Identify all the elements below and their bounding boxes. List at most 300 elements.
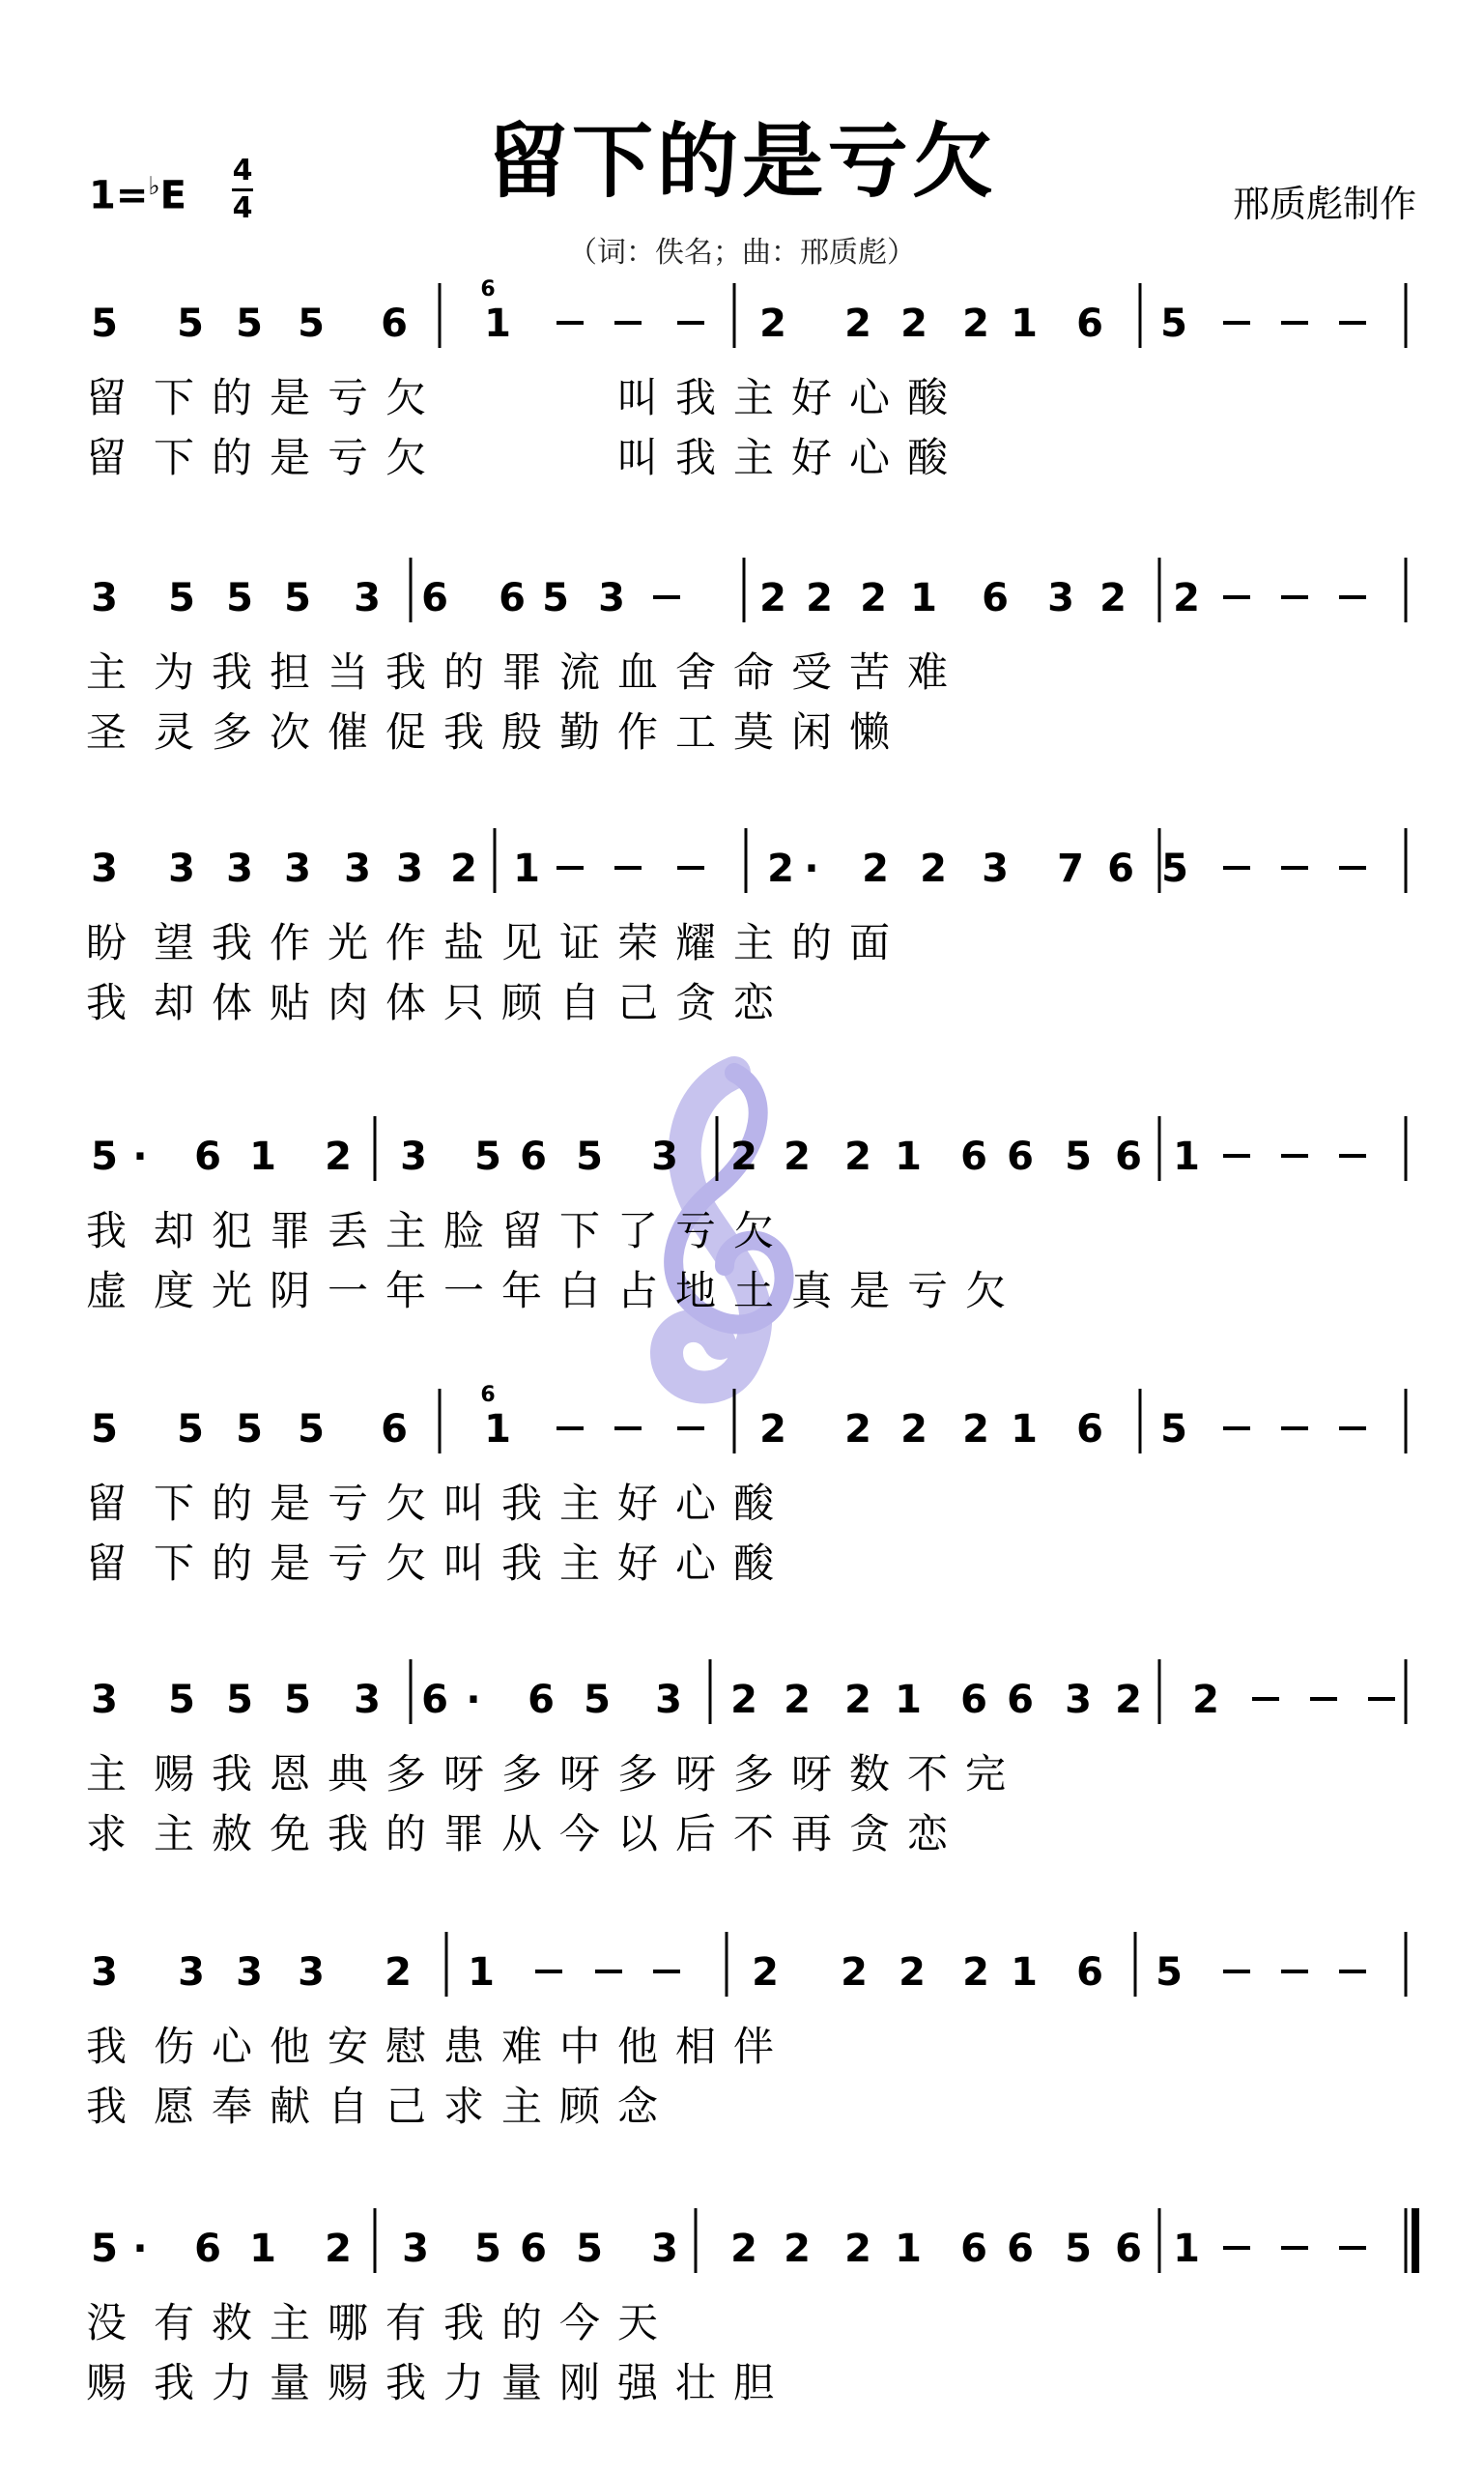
- lyric-char: 量: [269, 2359, 311, 2406]
- lyric-char: 我: [85, 2083, 128, 2130]
- lyric-char: 叫: [442, 1539, 485, 1587]
- lyric-char: 好: [616, 1539, 659, 1587]
- note: 3: [178, 1950, 205, 1995]
- lyric-char: 多: [616, 1750, 659, 1798]
- note: 1: [249, 2227, 276, 2271]
- lyric-char: 不: [732, 1810, 775, 1857]
- lyric-char: 为: [153, 648, 195, 696]
- note: 1: [1011, 302, 1038, 346]
- lyric-char: 欠: [732, 1207, 775, 1254]
- lyric-char: 胆: [732, 2359, 775, 2406]
- lyric-char: 的: [790, 919, 833, 966]
- note: 2: [920, 847, 947, 891]
- lyric-char: 欠: [385, 1539, 427, 1587]
- lyric-char: 下: [558, 1207, 601, 1254]
- lyric-char: 一: [442, 1267, 485, 1314]
- score-subtitle: （词：佚名；曲：邢质彪）: [568, 236, 916, 270]
- lyric-char: 勤: [558, 708, 601, 756]
- lyric-char: 我: [385, 648, 427, 696]
- lyric-char: 天: [616, 2299, 659, 2346]
- lyric-char: 见: [500, 919, 543, 966]
- lyric-char: 赐: [327, 2359, 369, 2406]
- note: ·: [466, 1678, 481, 1722]
- lyric-char: 奉: [211, 2083, 253, 2130]
- lyric-char: 受: [790, 648, 833, 696]
- lyric-char: 血: [616, 648, 659, 696]
- note: 3: [284, 847, 311, 891]
- note: 6: [960, 2227, 987, 2271]
- lyric-char: 促: [385, 708, 427, 756]
- lyric-char: 亏: [327, 374, 369, 421]
- note: 5: [1160, 302, 1187, 346]
- lyric-char: 欠: [385, 374, 427, 421]
- note: 3: [400, 1135, 427, 1179]
- lyric-char: 的: [500, 2299, 543, 2346]
- lyric-char: 有: [153, 2299, 195, 2346]
- lyric-char: 懒: [848, 708, 891, 756]
- lyric-char: 次: [269, 708, 311, 756]
- lyric-char: 下: [153, 434, 195, 481]
- note: 1: [895, 1135, 922, 1179]
- lyric-char: 留: [85, 1539, 128, 1587]
- note: 1: [249, 1135, 276, 1179]
- note: ·: [804, 847, 819, 891]
- lyric-char: 地: [674, 1267, 717, 1314]
- note: 6: [381, 302, 408, 346]
- lyric-char: 的: [211, 434, 253, 481]
- note: 2: [1099, 576, 1127, 620]
- lyric-char: 相: [674, 2023, 717, 2070]
- lyric-char: 欠: [385, 1480, 427, 1527]
- note: 5: [91, 2227, 118, 2271]
- lyric-char: 我: [153, 2359, 195, 2406]
- note: 6: [520, 2227, 547, 2271]
- note: 1: [895, 2227, 922, 2271]
- note: 6: [1107, 847, 1134, 891]
- lyric-char: 力: [211, 2359, 253, 2406]
- note: 6: [1115, 2227, 1142, 2271]
- lyric-char: 伤: [153, 2023, 195, 2070]
- lyric-char: 哪: [327, 2299, 369, 2346]
- note: 5: [576, 1135, 603, 1179]
- note: 3: [298, 1950, 325, 1995]
- lyric-char: 肉: [327, 979, 369, 1026]
- lyric-char: 赦: [211, 1810, 253, 1857]
- lyric-char: 叫: [442, 1480, 485, 1527]
- note: 2: [844, 1407, 871, 1452]
- note: 5: [91, 1407, 118, 1452]
- lyric-char: 恋: [732, 979, 775, 1026]
- note: 1: [1011, 1950, 1038, 1995]
- lyric-char: 亏: [327, 1480, 369, 1527]
- lyric-char: 酸: [732, 1539, 775, 1587]
- lyric-char: 的: [442, 648, 485, 696]
- lyric-char: 赐: [85, 2359, 128, 2406]
- note: 5: [1065, 1135, 1092, 1179]
- lyric-char: 的: [385, 1810, 427, 1857]
- lyric-char: 伴: [732, 2023, 775, 2070]
- lyric-char: 主: [153, 1810, 195, 1857]
- note: 5: [584, 1678, 611, 1722]
- note: 3: [982, 847, 1009, 891]
- lyric-char: 主: [558, 1539, 601, 1587]
- note: 3: [1047, 576, 1074, 620]
- note: 2: [730, 2227, 757, 2271]
- lyric-char: 担: [269, 648, 311, 696]
- note: 2: [1192, 1678, 1219, 1722]
- lyric-char: 献: [269, 2083, 311, 2130]
- note: 5: [177, 302, 204, 346]
- lyric-char: 亏: [327, 434, 369, 481]
- time-numerator: 4: [232, 154, 253, 187]
- lyric-char: 耀: [674, 919, 717, 966]
- lyric-char: 罪: [442, 1810, 485, 1857]
- note: 3: [396, 847, 423, 891]
- lyric-char: 数: [848, 1750, 891, 1798]
- note: 6: [960, 1678, 987, 1722]
- note: 3: [91, 576, 118, 620]
- lyric-char: 己: [385, 2083, 427, 2130]
- lyric-char: 丢: [327, 1207, 369, 1254]
- lyric-char: 证: [558, 919, 601, 966]
- lyric-char: 主: [385, 1207, 427, 1254]
- lyric-char: 贪: [674, 979, 717, 1026]
- lyric-char: 呀: [674, 1750, 717, 1798]
- lyric-char: 真: [790, 1267, 833, 1314]
- lyric-char: 度: [153, 1267, 195, 1314]
- lyric-char: 舍: [674, 648, 717, 696]
- lyric-char: 贪: [848, 1810, 891, 1857]
- lyric-char: 我: [85, 2023, 128, 2070]
- grace-note: 6: [480, 277, 496, 302]
- lyric-char: 完: [964, 1750, 1007, 1798]
- lyric-char: 工: [674, 708, 717, 756]
- note: 3: [168, 847, 195, 891]
- note: 2: [962, 1407, 989, 1452]
- lyric-char: 光: [211, 1267, 253, 1314]
- lyric-char: 好: [790, 374, 833, 421]
- note: 2: [844, 1678, 871, 1722]
- lyric-char: 心: [674, 1480, 717, 1527]
- lyric-char: 多: [732, 1750, 775, 1798]
- note: 2: [844, 302, 871, 346]
- lyric-char: 盐: [442, 919, 485, 966]
- lyric-char: 没: [85, 2299, 128, 2346]
- lyric-char: 欠: [385, 434, 427, 481]
- lyric-char: 己: [616, 979, 659, 1026]
- lyric-char: 殷: [500, 708, 543, 756]
- lyric-char: 了: [616, 1207, 659, 1254]
- note: 1: [484, 1407, 511, 1452]
- lyric-char: 白: [558, 1267, 601, 1314]
- lyric-char: 闲: [790, 708, 833, 756]
- note: 2: [1173, 576, 1200, 620]
- lyric-char: 主: [500, 2083, 543, 2130]
- credit-text: 邢质彪制作: [1232, 183, 1416, 225]
- lyric-char: 作: [616, 708, 659, 756]
- lyric-char: 主: [732, 374, 775, 421]
- lyric-char: 酸: [906, 374, 949, 421]
- lyric-char: 呀: [442, 1750, 485, 1798]
- lyric-char: 呀: [558, 1750, 601, 1798]
- flat-sign: ♭: [148, 172, 160, 201]
- note: 5: [1161, 847, 1188, 891]
- lyric-char: 恋: [906, 1810, 949, 1857]
- lyric-char: 量: [500, 2359, 543, 2406]
- lyric-char: 主: [85, 1750, 128, 1798]
- note: 2: [325, 1135, 352, 1179]
- lyric-char: 他: [616, 2023, 659, 2070]
- lyric-char: 难: [500, 2023, 543, 2070]
- lyric-char: 他: [269, 2023, 311, 2070]
- lyric-char: 当: [327, 648, 369, 696]
- time-denominator: 4: [232, 191, 253, 225]
- lyric-char: 留: [85, 434, 128, 481]
- lyric-char: 中: [558, 2023, 601, 2070]
- lyric-char: 多: [385, 1750, 427, 1798]
- lyric-char: 恩: [269, 1750, 311, 1798]
- note: 7: [1057, 847, 1084, 891]
- note: 3: [354, 1678, 381, 1722]
- lyric-char: 心: [848, 434, 891, 481]
- lyric-char: 我: [85, 979, 128, 1026]
- note: 5: [168, 1678, 195, 1722]
- lyric-char: 不: [906, 1750, 949, 1798]
- key-label: 1=: [89, 173, 149, 218]
- lyric-char: 自: [327, 2083, 369, 2130]
- lyric-char: 壮: [674, 2359, 717, 2406]
- note: ·: [132, 2227, 148, 2271]
- note: 2: [844, 1135, 871, 1179]
- lyric-char: 念: [616, 2083, 659, 2130]
- lyric-char: 愿: [153, 2083, 195, 2130]
- lyric-char: 却: [153, 979, 195, 1026]
- lyric-char: 虚: [85, 1267, 128, 1314]
- lyric-char: 顾: [500, 979, 543, 1026]
- note: 5: [298, 1407, 325, 1452]
- lyric-char: 一: [327, 1267, 369, 1314]
- note: 6: [528, 1678, 555, 1722]
- note: 2: [862, 847, 889, 891]
- lyric-char: 难: [906, 648, 949, 696]
- lyric-char: 留: [85, 1480, 128, 1527]
- note: 3: [354, 576, 381, 620]
- note: 1: [513, 847, 540, 891]
- lyric-char: 我: [674, 434, 717, 481]
- lyric-char: 面: [848, 919, 891, 966]
- lyric-char: 慰: [385, 2023, 427, 2070]
- lyric-char: 免: [269, 1810, 311, 1857]
- lyric-char: 贴: [269, 979, 311, 1026]
- lyric-char: 酸: [732, 1480, 775, 1527]
- lyric-char: 望: [153, 919, 195, 966]
- lyric-char: 今: [558, 2299, 601, 2346]
- lyric-char: 是: [848, 1267, 891, 1314]
- lyric-char: 好: [616, 1480, 659, 1527]
- lyric-char: 是: [269, 1480, 311, 1527]
- lyric-char: 赐: [153, 1750, 195, 1798]
- lyric-char: 年: [385, 1267, 427, 1314]
- note: 5: [1065, 2227, 1092, 2271]
- lyric-char: 命: [732, 648, 775, 696]
- lyric-char: 留: [85, 374, 128, 421]
- lyric-char: 主: [85, 648, 128, 696]
- lyric-char: 我: [442, 708, 485, 756]
- note: 2: [325, 2227, 352, 2271]
- note: 1: [1173, 1135, 1200, 1179]
- note: 5: [474, 2227, 501, 2271]
- note: 3: [651, 2227, 678, 2271]
- note: 5: [298, 302, 325, 346]
- lyric-char: 主: [732, 434, 775, 481]
- note: 2: [860, 576, 887, 620]
- lyric-char: 我: [500, 1480, 543, 1527]
- lyric-char: 叫: [616, 374, 659, 421]
- note: 2: [385, 1950, 412, 1995]
- note: 5: [91, 302, 118, 346]
- note: 6: [1007, 1678, 1034, 1722]
- lyric-char: 亏: [327, 1539, 369, 1587]
- lyric-char: 叫: [616, 434, 659, 481]
- note: 2: [1115, 1678, 1142, 1722]
- lyric-char: 荣: [616, 919, 659, 966]
- lyric-char: 罪: [500, 648, 543, 696]
- lyric-char: 力: [442, 2359, 485, 2406]
- note: 5: [576, 2227, 603, 2271]
- note: 2: [900, 302, 928, 346]
- lyric-char: 自: [558, 979, 601, 1026]
- note: 6: [520, 1135, 547, 1179]
- note: 1: [468, 1950, 495, 1995]
- note: 5: [284, 576, 311, 620]
- lyric-char: 救: [211, 2299, 253, 2346]
- lyric-char: 今: [558, 1810, 601, 1857]
- lyric-char: 土: [732, 1267, 775, 1314]
- lyric-char: 却: [153, 1207, 195, 1254]
- note: 5: [226, 1678, 253, 1722]
- lyric-char: 留: [500, 1207, 543, 1254]
- note: 2: [784, 2227, 811, 2271]
- lyric-char: 是: [269, 1539, 311, 1587]
- lyric-char: 体: [211, 979, 253, 1026]
- lyric-char: 我: [85, 1207, 128, 1254]
- lyric-char: 下: [153, 1539, 195, 1587]
- lyric-char: 主: [732, 919, 775, 966]
- note: 3: [226, 847, 253, 891]
- lyric-char: 作: [385, 919, 427, 966]
- lyric-char: 有: [385, 2299, 427, 2346]
- lyric-char: 顾: [558, 2083, 601, 2130]
- note: 2: [759, 302, 786, 346]
- lyric-char: 莫: [732, 708, 775, 756]
- note: 6: [1115, 1135, 1142, 1179]
- lyric-char: 心: [674, 1539, 717, 1587]
- note: 6: [421, 576, 448, 620]
- lyric-char: 苦: [848, 648, 891, 696]
- note: 2: [900, 1407, 928, 1452]
- lyric-char: 阴: [269, 1267, 311, 1314]
- note: 5: [1156, 1950, 1183, 1995]
- note: 2: [962, 302, 989, 346]
- note: 5: [226, 576, 253, 620]
- note: 2: [759, 1407, 786, 1452]
- lyric-char: 我: [211, 919, 253, 966]
- note: 2: [767, 847, 794, 891]
- note: ·: [132, 1135, 148, 1179]
- lyric-char: 求: [442, 2083, 485, 2130]
- note: 6: [960, 1135, 987, 1179]
- lyric-char: 盼: [85, 919, 128, 966]
- lyric-char: 好: [790, 434, 833, 481]
- lyric-char: 圣: [85, 708, 128, 756]
- note: 5: [91, 1135, 118, 1179]
- lyric-char: 安: [327, 2023, 369, 2070]
- note: 5: [284, 1678, 311, 1722]
- note: 3: [236, 1950, 263, 1995]
- note: 6: [982, 576, 1009, 620]
- lyric-char: 我: [327, 1810, 369, 1857]
- note: 6: [194, 2227, 221, 2271]
- note: 2: [450, 847, 477, 891]
- lyric-char: 刚: [558, 2359, 601, 2406]
- note: 5: [474, 1135, 501, 1179]
- note: 6: [381, 1407, 408, 1452]
- note: 1: [910, 576, 937, 620]
- note: 2: [844, 2227, 871, 2271]
- lyric-char: 以: [616, 1810, 659, 1857]
- lyric-char: 的: [211, 1480, 253, 1527]
- lyric-char: 多: [211, 708, 253, 756]
- lyric-char: 从: [500, 1810, 543, 1857]
- lyric-char: 下: [153, 1480, 195, 1527]
- key-note: E: [159, 173, 186, 218]
- lyric-char: 年: [500, 1267, 543, 1314]
- lyric-char: 亏: [674, 1207, 717, 1254]
- lyric-char: 患: [442, 2023, 485, 2070]
- score-title: 留下的是亏欠: [486, 114, 997, 209]
- note: 5: [236, 1407, 263, 1452]
- note: 2: [730, 1678, 757, 1722]
- lyric-char: 典: [327, 1750, 369, 1798]
- lyric-char: 是: [269, 434, 311, 481]
- note: 6: [1007, 2227, 1034, 2271]
- lyric-char: 求: [85, 1810, 128, 1857]
- lyric-char: 主: [558, 1480, 601, 1527]
- lyric-char: 欠: [964, 1267, 1007, 1314]
- lyric-char: 犯: [211, 1207, 253, 1254]
- lyric-char: 我: [500, 1539, 543, 1587]
- note: 6: [1076, 1407, 1103, 1452]
- note: 5: [1160, 1407, 1187, 1452]
- note: 1: [484, 302, 511, 346]
- lyric-char: 我: [211, 648, 253, 696]
- lyric-char: 脸: [442, 1207, 485, 1254]
- lyric-char: 强: [616, 2359, 659, 2406]
- lyric-char: 的: [211, 374, 253, 421]
- note: 3: [1065, 1678, 1092, 1722]
- note: 6: [499, 576, 526, 620]
- note: 1: [1173, 2227, 1200, 2271]
- lyric-char: 呀: [790, 1750, 833, 1798]
- grace-note: 6: [480, 1383, 496, 1407]
- note: 3: [598, 576, 625, 620]
- note: 2: [759, 576, 786, 620]
- lyric-char: 亏: [906, 1267, 949, 1314]
- note: 3: [344, 847, 371, 891]
- lyric-char: 我: [442, 2299, 485, 2346]
- note: 2: [841, 1950, 868, 1995]
- lyric-char: 后: [674, 1810, 717, 1857]
